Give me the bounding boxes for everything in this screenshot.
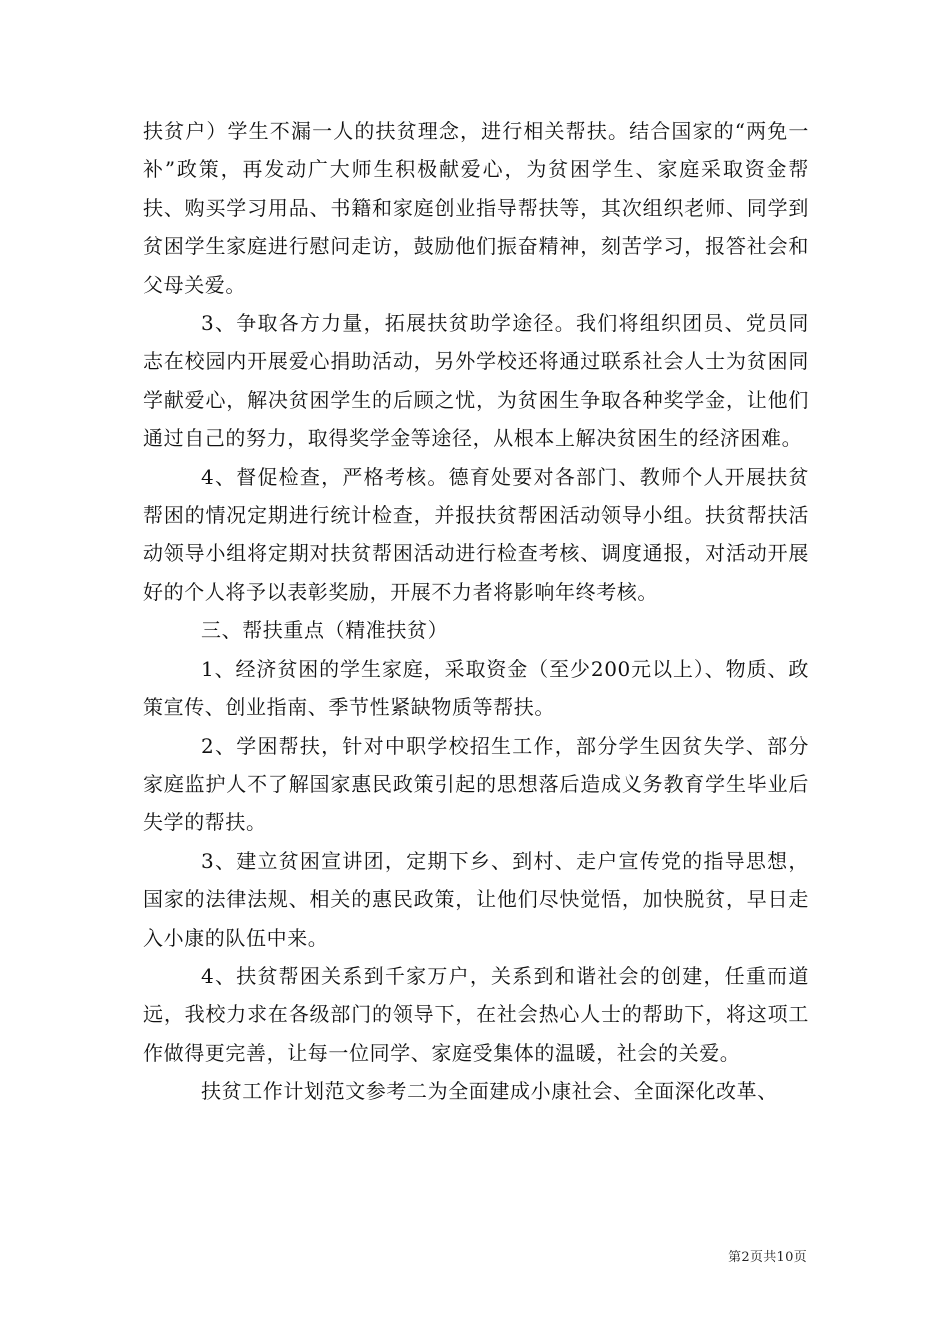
paragraph-focus-3: 3、建立贫困宣讲团，定期下乡、到村、走户宣传党的指导思想，国家的法律法规、相关的惠民政策，让他们尽快觉悟，加快脱贫，早日走入小康的队伍中来。 <box>143 848 809 950</box>
page-number: 第2页共10页 <box>728 1250 807 1265</box>
paragraph-focus-4: 4、扶贫帮困关系到千家万户，关系到和谐社会的创建，任重而道远，我校力求在各级部门的领导下，在社会热心人士的帮助下，将这项工作做得更完善，让每一位同学、家庭受集体的温暖，社会的关爱。 <box>143 963 809 1065</box>
paragraph-continuation: 扶贫户）学生不漏一人的扶贫理念，进行相关帮扶。结合国家的“两免一补”政策，再发动广大师生积极献爱心，为贫困学生、家庭采取资金帮扶、购买学习用品、书籍和家庭创业指导帮扶等，其次组织老师、同学到贫困学生家庭进行慰问走访，鼓励他们振奋精神，刻苦学习，报答社会和父母关爱。 <box>143 119 809 297</box>
paragraph-focus-2: 2、学困帮扶，针对中职学校招生工作，部分学生因贫失学、部分家庭监护人不了解国家惠民政策引起的思想落后造成义务教育学生毕业后失学的帮扶。 <box>143 733 809 835</box>
paragraph-next-sample: 扶贫工作计划范文参考二为全面建成小康社会、全面深化改革、 <box>201 1079 778 1104</box>
section-heading-3: 三、帮扶重点（精准扶贫） <box>201 618 449 643</box>
paragraph-item-4: 4、督促检查，严格考核。德育处要对各部门、教师个人开展扶贫帮困的情况定期进行统计检查，并报扶贫帮困活动领导小组。扶贫帮扶活动领导小组将定期对扶贫帮困活动进行检查考核、调度通报，对活动开展好的个人将予以表彰奖励，开展不力者将影响年终考核。 <box>143 464 809 604</box>
document-body <box>143 112 809 1111</box>
paragraph-item-3: 3、争取各方力量，拓展扶贫助学途径。我们将组织团员、党员同志在校园内开展爱心捐助活动，另外学校还将通过联系社会人士为贫困同学献爱心，解决贫困学生的后顾之忧，为贫困生争取各种奖学金，让他们通过自己的努力，取得奖学金等途径，从根本上解决贫困生的经济困难。 <box>143 311 809 451</box>
paragraph-focus-1: 1、经济贫困的学生家庭，采取资金（至少200元以上）、物质、政策宣传、创业指南、季节性紧缺物质等帮扶。 <box>143 656 809 720</box>
